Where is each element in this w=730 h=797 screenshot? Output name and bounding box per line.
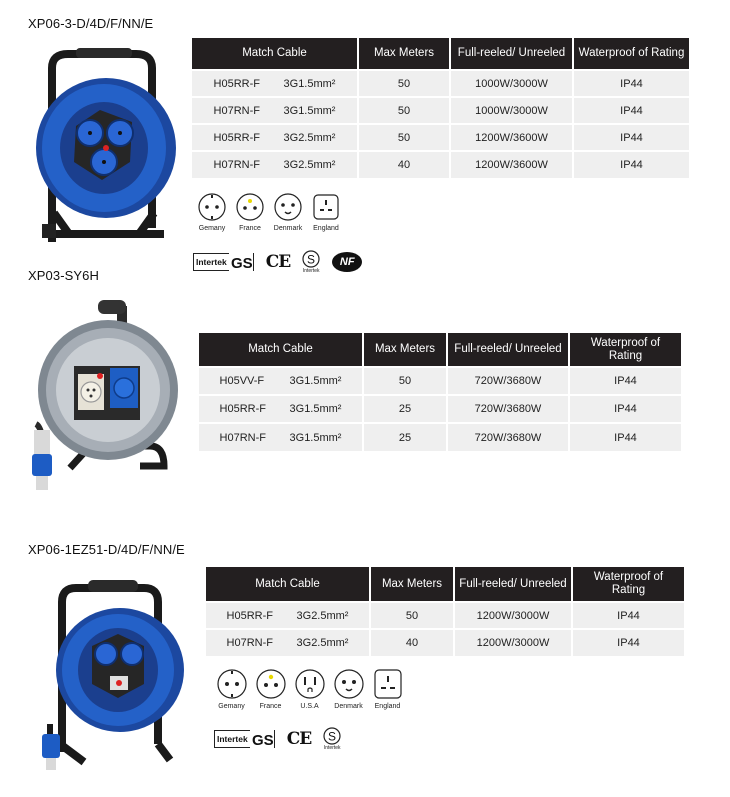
cable-type: H07RN-F [219, 431, 266, 444]
ce-mark: CE [286, 729, 312, 749]
plug-usa [290, 668, 329, 710]
england-socket-icon [372, 668, 404, 700]
cable-spec: 3G2.5mm² [296, 637, 349, 649]
cable-type: H05RR-F [213, 77, 260, 90]
usa-socket-icon [294, 668, 326, 700]
plug-label: U.S.A [300, 703, 319, 710]
plug-label: Denmark [273, 225, 303, 232]
ip-rating: IP44 [569, 423, 681, 451]
table-row [199, 367, 681, 395]
france-socket-icon [235, 192, 265, 222]
header-max-meters: Max Meters [370, 567, 454, 602]
s-mark-icon [302, 250, 320, 268]
ce-mark: CE [265, 252, 291, 272]
power-rating: 720W/3680W [447, 395, 569, 423]
power-rating: 1200W/3600W [450, 151, 573, 178]
power-rating: 1000W/3000W [450, 70, 573, 97]
table-row [192, 70, 689, 97]
cable-type: H07RN-F [213, 159, 260, 171]
power-rating: 720W/3680W [447, 367, 569, 395]
cable-reel-3-image [40, 574, 186, 774]
max-meters: 50 [358, 70, 450, 97]
cable-spec: 3G1.5mm² [289, 375, 342, 387]
table-row [192, 124, 689, 151]
plug-england [307, 192, 345, 232]
s-mark-logo [323, 727, 341, 751]
s-mark-icon [323, 727, 341, 745]
denmark-socket-icon [333, 668, 365, 700]
cable-type: H05RR-F [213, 131, 260, 144]
denmark-socket-icon [273, 192, 303, 222]
cable-reel-2-image [30, 296, 180, 498]
max-meters: 40 [370, 629, 454, 656]
plug-types-3 [212, 668, 407, 710]
gs-text: GS [230, 255, 253, 272]
product-2-model: XP03-SY6H [28, 268, 99, 283]
max-meters: 25 [363, 395, 447, 423]
cable-spec: 3G1.5mm² [283, 104, 336, 117]
cable-type: H05RR-F [219, 403, 266, 415]
gs-mark-icon [229, 252, 253, 272]
header-match-cable: Match Cable [206, 567, 370, 602]
ip-rating: IP44 [573, 124, 689, 151]
cable-spec: 3G1.5mm² [283, 77, 336, 90]
plug-label: Gemany [218, 703, 245, 710]
plug-england [368, 668, 407, 710]
power-rating: 1000W/3000W [450, 97, 573, 124]
intertek-text: Intertek [196, 257, 227, 267]
header-max-meters: Max Meters [358, 38, 450, 70]
table-row [206, 629, 684, 656]
header-waterproof: Waterproof of Rating [573, 38, 689, 70]
ip-rating: IP44 [572, 629, 684, 656]
power-rating: 1200W/3600W [450, 124, 573, 151]
ip-rating: IP44 [573, 70, 689, 97]
plug-france [231, 192, 269, 232]
gs-text: GS [251, 732, 274, 749]
table-row [192, 151, 689, 178]
header-max-meters: Max Meters [363, 333, 447, 367]
table-row [206, 602, 684, 629]
product-1-model: XP06-3-D/4D/F/NN/E [28, 16, 154, 31]
cable-spec: 3G1.5mm² [289, 403, 342, 415]
plug-denmark [329, 668, 368, 710]
ip-rating: IP44 [569, 367, 681, 395]
header-waterproof: Waterproof of Rating [572, 567, 684, 602]
power-rating: 720W/3680W [447, 423, 569, 451]
spec-table-1 [192, 38, 689, 178]
plug-france [251, 668, 290, 710]
england-socket-icon [311, 192, 341, 222]
gs-mark-icon [250, 729, 274, 749]
max-meters: 50 [363, 367, 447, 395]
spec-table-3 [206, 567, 684, 656]
plug-label: France [259, 703, 282, 710]
table-row [199, 395, 681, 423]
ip-rating: IP44 [569, 395, 681, 423]
certifications-3 [214, 727, 353, 751]
max-meters: 50 [358, 124, 450, 151]
s-mark-label: Intertek [323, 745, 341, 751]
svg-text:S: S [307, 252, 316, 267]
ip-rating: IP44 [573, 97, 689, 124]
plug-label: France [239, 225, 261, 232]
cable-type: H05RR-F [226, 609, 273, 622]
max-meters: 50 [370, 602, 454, 629]
cable-reel-1-image [24, 38, 184, 242]
power-rating: 1200W/3000W [454, 602, 572, 629]
cable-type: H07RN-F [226, 637, 273, 649]
header-full-reeled: Full-reeled/ Unreeled [450, 38, 573, 70]
table-row [192, 97, 689, 124]
cable-spec: 3G2.5mm² [296, 609, 349, 622]
plug-denmark [269, 192, 307, 232]
table-row [199, 423, 681, 451]
header-waterproof: Waterproof of Rating [569, 333, 681, 367]
header-full-reeled: Full-reeled/ Unreeled [447, 333, 569, 367]
max-meters: 25 [363, 423, 447, 451]
plug-germany [193, 192, 231, 232]
power-rating: 1200W/3000W [454, 629, 572, 656]
cable-spec: 3G2.5mm² [283, 131, 336, 144]
cable-type: H05VV-F [219, 375, 265, 387]
s-mark-label: Intertek [302, 268, 320, 274]
max-meters: 40 [358, 151, 450, 178]
ip-rating: IP44 [572, 602, 684, 629]
header-match-cable: Match Cable [192, 38, 358, 70]
spec-table-2 [199, 333, 681, 451]
intertek-text: Intertek [217, 734, 248, 744]
plug-label: England [313, 225, 339, 232]
plug-label: Gemany [198, 225, 226, 232]
certifications-1 [193, 250, 374, 274]
nf-mark: NF [332, 252, 362, 272]
plug-types-1 [193, 192, 345, 232]
plug-label: Denmark [334, 703, 363, 710]
ip-rating: IP44 [573, 151, 689, 178]
intertek-gs-logo [193, 253, 254, 271]
france-socket-icon [255, 668, 287, 700]
plug-label: England [374, 703, 401, 710]
s-mark-logo [302, 250, 320, 274]
header-full-reeled: Full-reeled/ Unreeled [454, 567, 572, 602]
max-meters: 50 [358, 97, 450, 124]
cable-spec: 3G2.5mm² [283, 159, 336, 171]
cable-spec: 3G1.5mm² [289, 431, 342, 444]
germany-socket-icon [216, 668, 248, 700]
germany-socket-icon [197, 192, 227, 222]
header-match-cable: Match Cable [199, 333, 363, 367]
intertek-gs-logo [214, 730, 275, 748]
plug-germany [212, 668, 251, 710]
product-3-model: XP06-1EZ51-D/4D/F/NN/E [28, 542, 185, 557]
svg-text:S: S [328, 729, 337, 744]
cable-type: H07RN-F [213, 104, 260, 117]
